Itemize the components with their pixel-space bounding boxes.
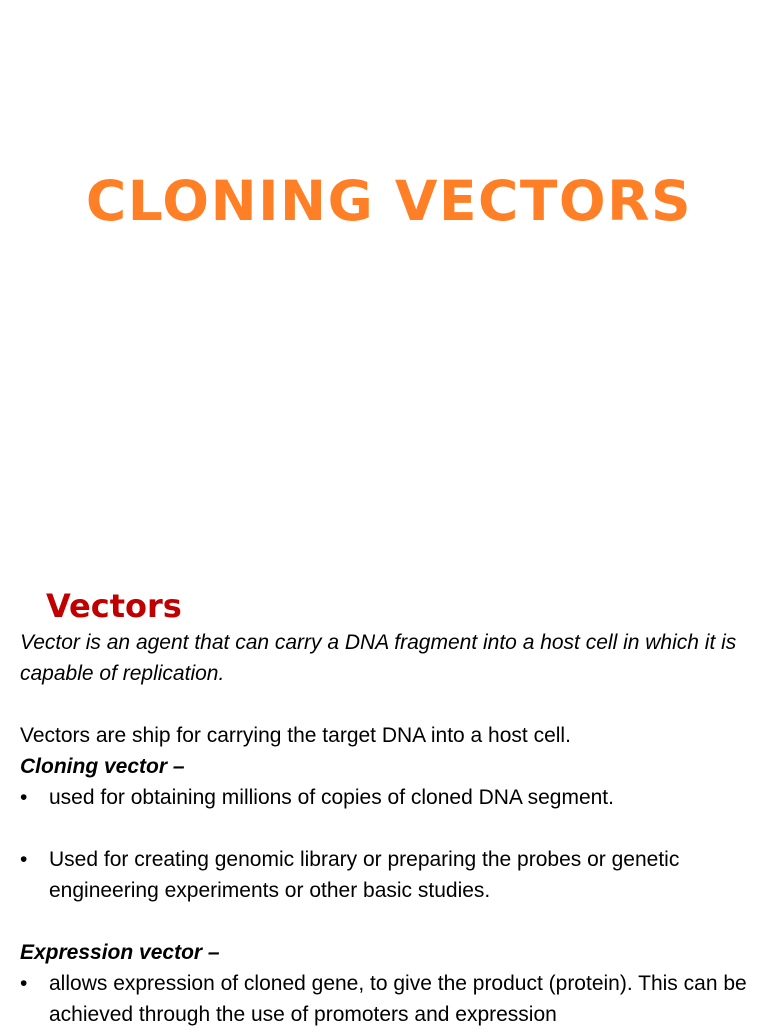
- section-heading-vectors: Vectors: [46, 587, 182, 625]
- cloning-vector-label: Cloning vector –: [20, 755, 185, 778]
- expression-vector-label: Expression vector –: [20, 941, 220, 964]
- bullet-icon: •: [20, 786, 28, 809]
- bullet-icon: •: [20, 848, 28, 871]
- spacer: [20, 813, 760, 844]
- slide-body: [20, 627, 760, 1030]
- vector-definition: Vector is an agent that can carry a DNA fragment into a host cell in which it is capable of replication.: [20, 631, 737, 685]
- bullet-text: allows expression of cloned gene, to give the product (protein). This can be achieved through the use of promoters and expression: [49, 972, 747, 1026]
- bullet-text: Used for creating genomic library or preparing the probes or genetic engineering experiments or other basic studies.: [49, 848, 680, 902]
- bullet-text: used for obtaining millions of copies of cloned DNA segment.: [49, 786, 614, 809]
- bullet-item: [20, 968, 760, 1030]
- bullet-icon: •: [20, 972, 28, 995]
- bullet-item: [20, 844, 760, 906]
- bullet-item: [20, 782, 760, 813]
- vector-ship-sentence: Vectors are ship for carrying the target DNA into a host cell.: [20, 724, 571, 747]
- slide-title: CLONING VECTORS: [85, 169, 693, 233]
- spacer: [20, 689, 760, 720]
- spacer: [20, 906, 760, 937]
